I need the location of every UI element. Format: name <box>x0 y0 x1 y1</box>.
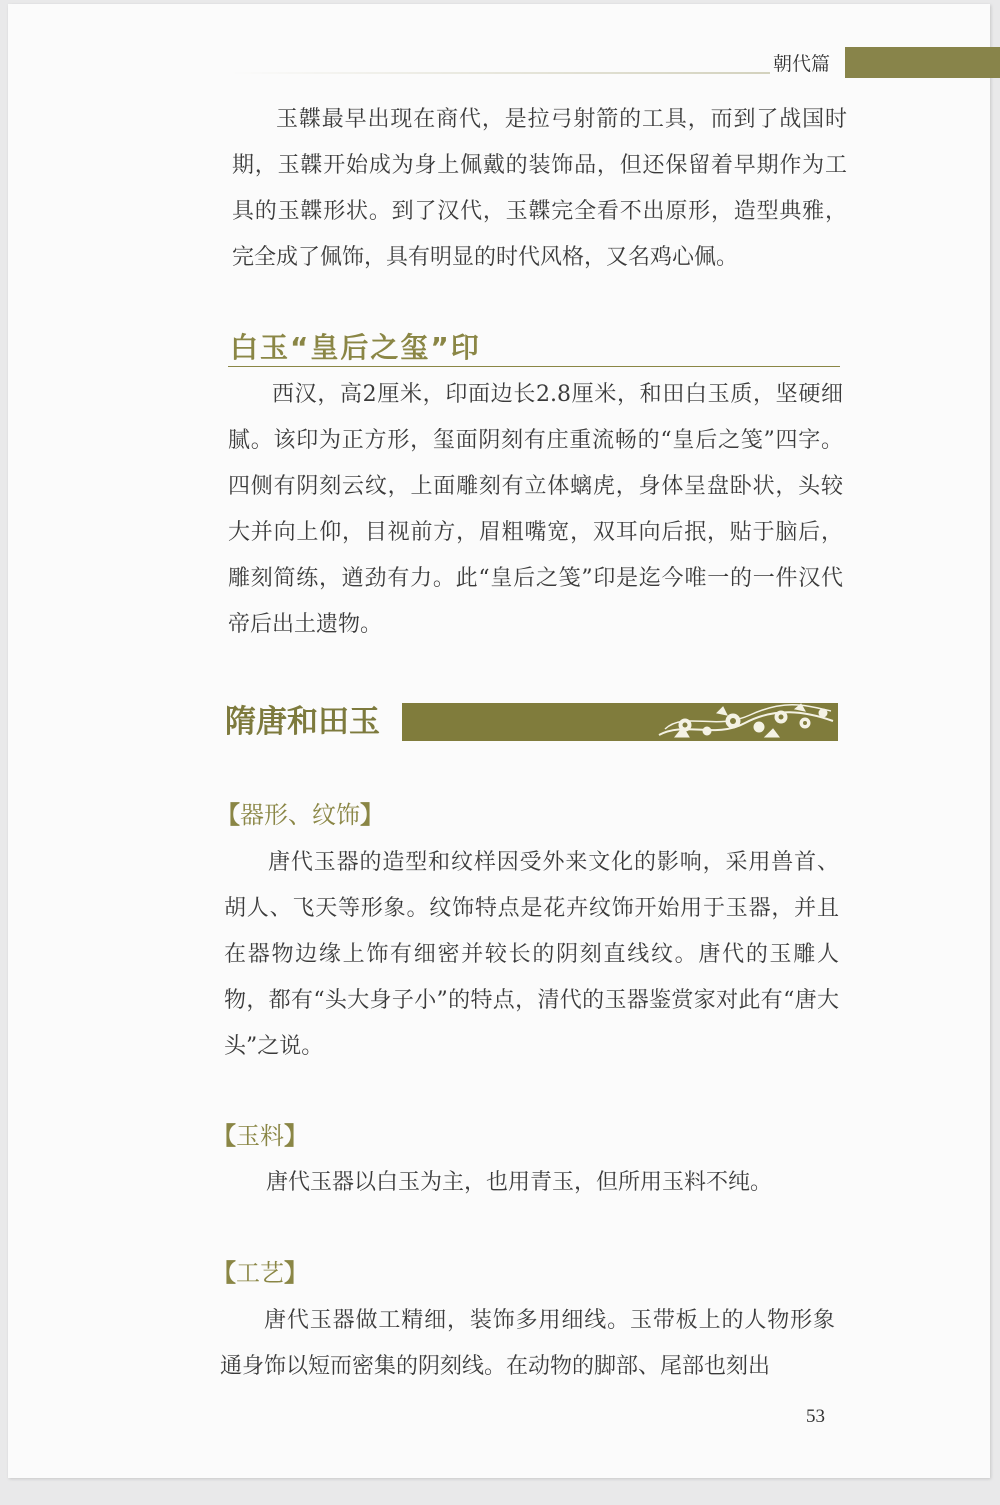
subsection-heading-shape: 【器形、纹饰】 <box>216 801 384 829</box>
intro-paragraph: 玉韘最早出现在商代，是拉弓射箭的工具，而到了战国时期，玉韘开始成为身上佩戴的装饰品，但还保留着早期作为工具的玉韘形状。到了汉代，玉韘完全看不出原形，造型典雅，完全成了佩饰，具有明显的时代风格，又名鸡心佩。 <box>232 107 847 270</box>
header-color-bar <box>845 47 1000 78</box>
section-title: 白玉“皇后之玺”印 <box>230 331 481 364</box>
subsection-heading-text: 玉料 <box>236 1122 284 1150</box>
subsection-heading-text: 工艺 <box>236 1259 284 1287</box>
floral-ornament-icon <box>655 701 837 743</box>
material-paragraph: 唐代玉器以白玉为主，也用青玉，但所用玉料不纯。 <box>266 1170 773 1195</box>
craft-paragraph: 唐代玉器做工精细，装饰多用细线。玉带板上的人物形象通身饰以短而密集的阴刻线。在动物的脚部、尾部也刻出 <box>220 1308 835 1379</box>
header-divider <box>230 72 770 74</box>
chapter-title: 隋唐和田玉 <box>225 704 380 740</box>
subsection-heading-craft: 【工艺】 <box>212 1259 308 1287</box>
seal-description: 西汉，高2厘米，印面边长2.8厘米，和田白玉质，坚硬细腻。该印为正方形，玺面阴刻有庄重流畅的“皇后之笺”四字。四侧有阴刻云纹，上面雕刻有立体螭虎，身体呈盘卧状，头较大并向上仰，目视前方，眉粗嘴宽，双耳向后抿，贴于脑后，雕刻简练，遒劲有力。此“皇后之笺”印是迄今唯一的一件汉代帝后出土遗物。 <box>228 382 843 637</box>
subsection-heading-text: 器形、纹饰 <box>240 801 360 829</box>
running-header: 朝代篇 <box>773 53 831 75</box>
shape-paragraph: 唐代玉器的造型和纹样因受外来文化的影响，采用兽首、胡人、飞天等形象。纹饰特点是花卉纹饰开始用于玉器，并且在器物边缘上饰有细密并较长的阴刻直线纹。唐代的玉雕人物，都有“头大身子小”的特点，清代的玉器鉴赏家对此有“唐大头”之说。 <box>224 850 839 1059</box>
section-title-rule <box>228 366 840 367</box>
page-number: 53 <box>806 1406 825 1427</box>
subsection-heading-material: 【玉料】 <box>212 1122 308 1150</box>
